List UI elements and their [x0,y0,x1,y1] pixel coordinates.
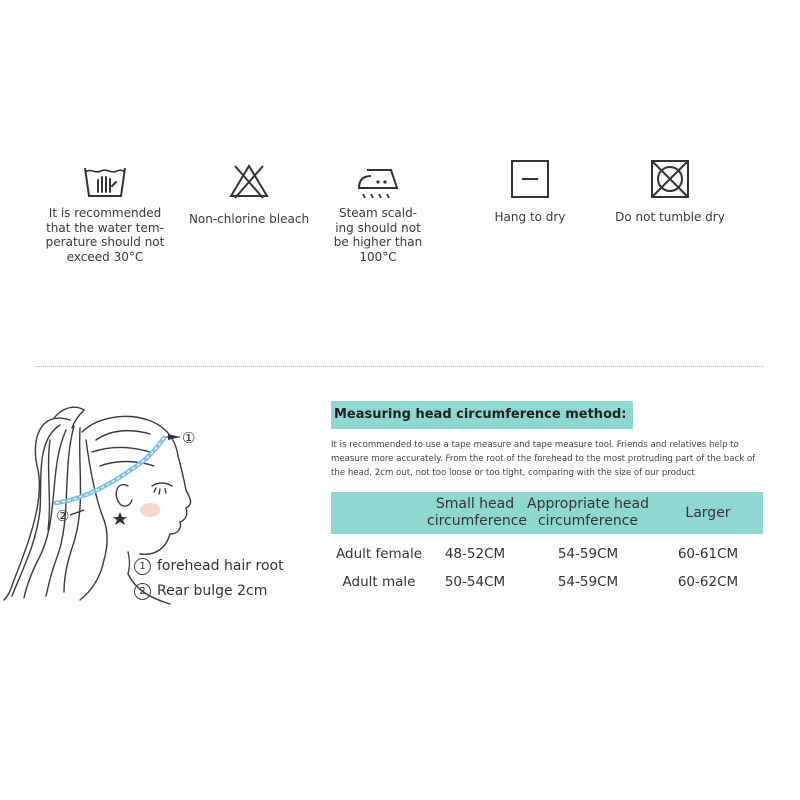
legend-number-1: 1 [134,558,151,575]
care-item-hang-dry [474,158,586,225]
measure-description: It is recommended to use a tape measure and tape measure tool. Friends and relatives help to measure more accurately. From the root of the forehead to the most protruding part of the back of the head, 2cm out, not too loose or too tight, comparing with the size of our product [331,440,756,478]
header-small: Small head circumference [427,496,528,529]
hand-wash-icon [81,162,129,200]
care-item-hand-wash [44,162,166,264]
row-label: Adult female [336,546,422,562]
header-appropriate: Appropriate head circumference [527,496,649,529]
head-measurement-illustration [0,392,320,612]
no-bleach-icon [229,162,269,200]
legend-item-2 [134,583,267,600]
cell-larger: 60-62CM [677,574,739,590]
table-row [331,540,763,568]
legend-item-1 [134,558,284,575]
marker-2-label: ② [56,507,70,525]
measure-method-title: Measuring head circumference method: [331,401,633,429]
care-label-bleach: Non-chlorine bleach [188,212,310,226]
cell-appropriate: 54-59CM [557,574,619,590]
cell-larger: 60-61CM [677,546,739,562]
size-table [331,492,763,596]
row-label: Adult male [342,574,416,590]
hang-dry-icon [509,158,551,200]
steam-iron-icon [353,162,403,200]
legend-text-1: forehead hair root [157,558,284,574]
table-row [331,568,763,596]
care-label-iron: Steam scald- ing should not be higher than 100°C [333,206,423,264]
care-label-tumble-dry: Do not tumble dry [615,210,725,224]
cell-appropriate: 54-59CM [557,546,619,562]
care-item-iron [326,162,430,264]
header-larger: Larger [685,504,731,521]
cell-small: 48-52CM [444,546,506,562]
cell-small: 50-54CM [444,574,506,590]
care-item-bleach [184,162,314,227]
no-tumble-dry-icon [649,158,691,200]
legend-text-2: Rear bulge 2cm [157,583,268,599]
care-item-tumble-dry [610,158,730,225]
care-label-hang-dry: Hang to dry [494,210,566,224]
marker-1-label: ① [182,429,196,447]
size-table-header [331,492,763,534]
care-label-hand-wash: It is recommended that the water tem- perature should not exceed 30°C [45,206,165,264]
section-divider [36,366,764,367]
legend-number-2: 2 [134,583,151,600]
